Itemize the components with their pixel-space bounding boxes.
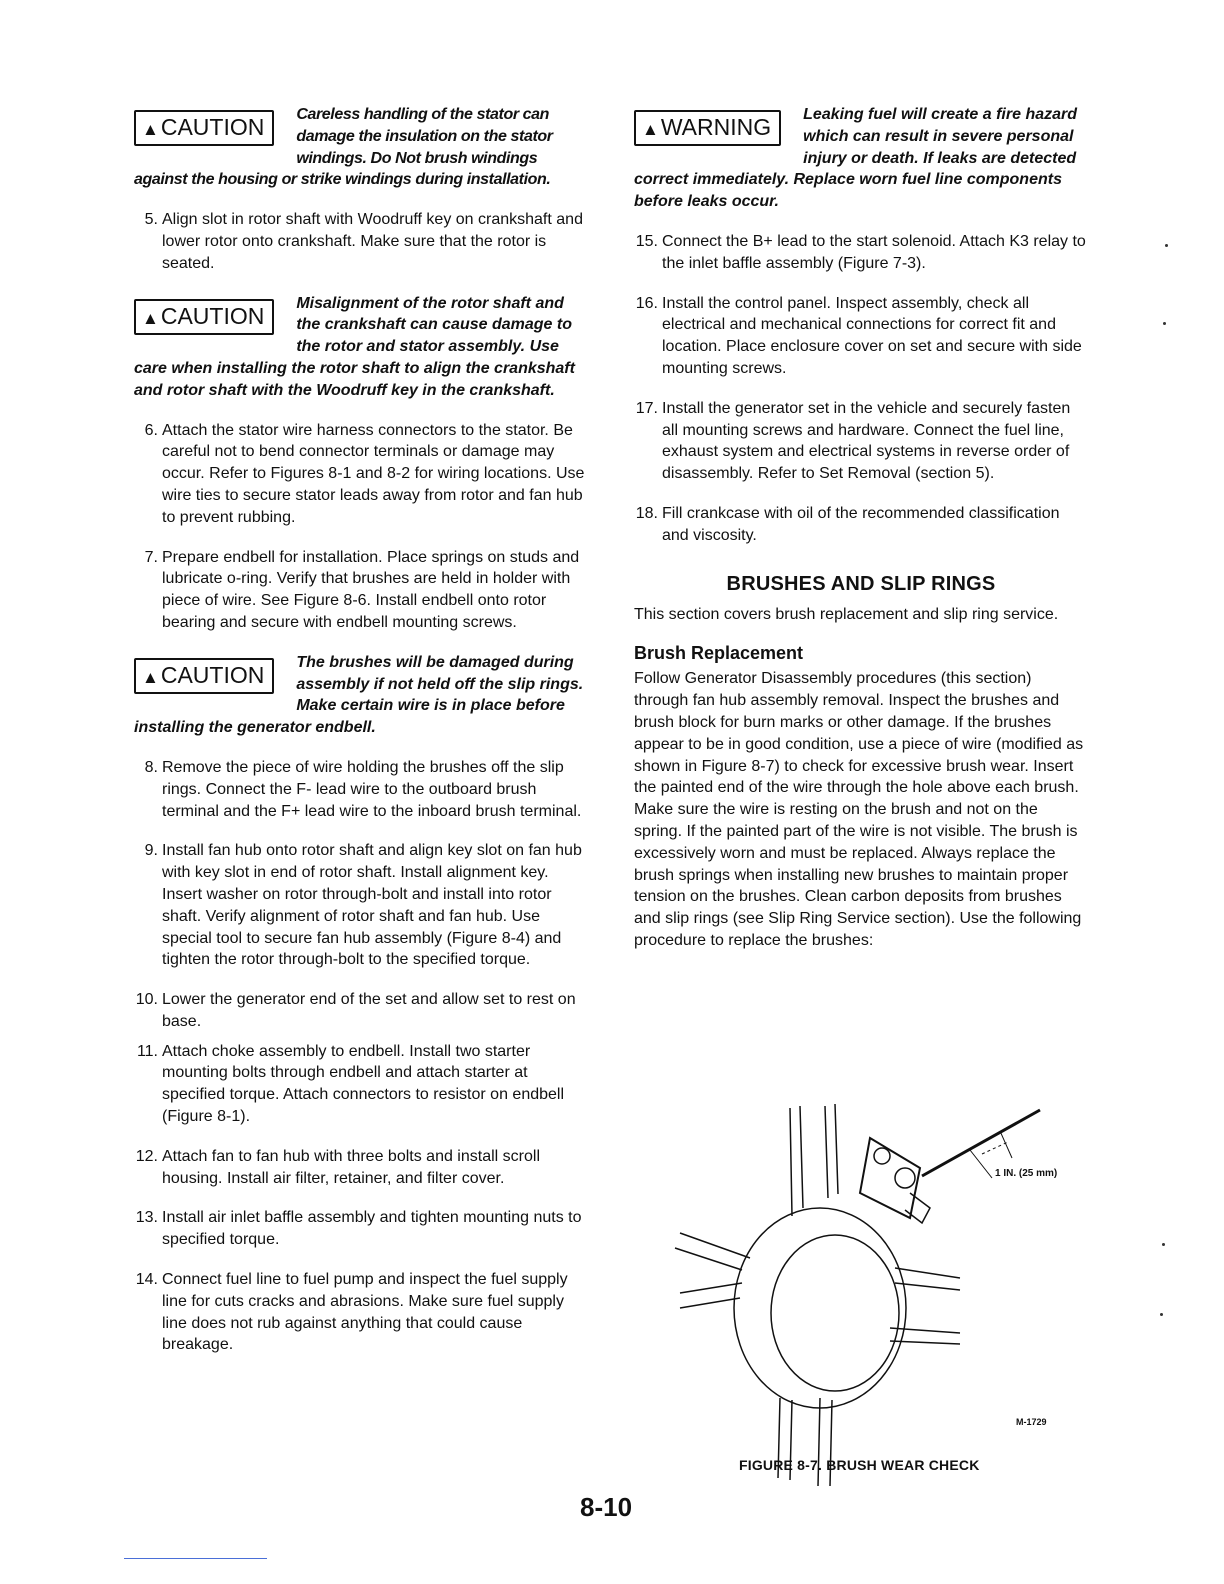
step-number: 6. (144, 421, 158, 439)
step-item (134, 209, 586, 274)
warning-triangle-icon: ▲ (142, 667, 159, 687)
caution-note (134, 652, 586, 739)
step-item (134, 1207, 586, 1251)
figure-code: M-1729 (1016, 1417, 1047, 1427)
rod-left-upper (675, 1233, 750, 1270)
step-number: 7. (144, 548, 158, 566)
step-text: Remove the piece of wire holding the brushes off the slip rings. Connect the F- lead wire to the outboard brush terminal and the F+ lead wire to the inboard brush terminal. (162, 758, 582, 820)
rod-upper-mid (825, 1104, 838, 1198)
margin-dot (1165, 244, 1168, 247)
step-text: Fill crankcase with oil of the recommended classification and viscosity. (662, 504, 1060, 544)
warning-badge: ▲WARNING (634, 110, 781, 146)
page-number: 8-10 (580, 1492, 633, 1522)
step-text: Lower the generator end of the set and allow set to rest on base. (162, 991, 576, 1030)
warning-triangle-icon: ▲ (142, 308, 159, 328)
footer-rule (124, 1558, 267, 1559)
step-text: Connect fuel line to fuel pump and inspect the fuel supply line for cuts cracks and abrasions. Make sure fuel supply line does not rub against anything that could cause breakage. (162, 1271, 568, 1354)
step-number: 9. (144, 842, 158, 860)
caution-note (134, 293, 586, 402)
step-text: Attach fan to fan hub with three bolts and install scroll housing. Install air filter, retainer, and filter cover. (162, 1147, 540, 1187)
step-number: 8. (144, 758, 158, 776)
figure-caption: FIGURE 8-7. BRUSH WEAR CHECK (739, 1457, 980, 1473)
step-text: Install the generator set in the vehicle and securely fasten all mounting screws and hardware. Connect the fuel line, exhaust system and electrical systems in reverse order of disassembly. Refer to Set Removal (section 5). (662, 399, 1071, 483)
brush-wear-figure (660, 1098, 1090, 1488)
dimension-arrow (982, 1142, 1008, 1154)
step-text: Connect the B+ lead to the start solenoid. Attach K3 relay to the inlet baffle assembly (Figure 7-3). (662, 232, 1086, 272)
step-number: 15. (635, 232, 658, 250)
subheading: Brush Replacement (634, 643, 804, 664)
step-item (134, 547, 586, 634)
caution-badge: ▲CAUTION (134, 110, 274, 146)
brush-block (860, 1138, 920, 1218)
caution-badge: ▲CAUTION (134, 299, 274, 335)
step-number: 10. (135, 991, 158, 1009)
step-text: Install air inlet baffle assembly and tighten mounting nuts to specified torque. (162, 1209, 582, 1249)
body-paragraph: Follow Generator Disassembly procedures (this section) through fan hub assembly removal. Inspect the brushes and brush block for burn marks or other damage. If the brushes appear to be in good condition, use a piece of wire (modified as shown in Figure 8-7) to check for excessive brush wear. Insert the painted end of the wire through the hole above each brush. Make sure the wire is resting on the brush and not on the spring. If the painted part of the wire is not visible. The brush is excessively worn and must be replaced. Always replace the brush springs when installing new brushes to maintain proper tension on the brushes. Clean carbon deposits from brushes and slip rings (see Slip Ring Service section). Use the following procedure to replace the brushes: (634, 670, 1084, 949)
slip-ring-outer (734, 1208, 906, 1408)
rod-left-lower (680, 1283, 742, 1308)
step-item (134, 989, 586, 1033)
brush-hole (895, 1168, 915, 1188)
rod-upper-left (790, 1106, 803, 1216)
step-number: 14. (135, 1271, 158, 1289)
margin-dot (1160, 1313, 1163, 1316)
step-number: 5. (144, 211, 158, 229)
step-item (134, 1269, 586, 1356)
brush-hole (874, 1148, 890, 1164)
step-text: Attach choke assembly to endbell. Install two starter mounting bolts through endbell and attach starter at specified torque. Attach connectors to resistor on endbell (Figure 8-1). (162, 1042, 565, 1126)
step-item (634, 398, 1088, 485)
step-item (134, 1146, 586, 1190)
margin-dot (1162, 1243, 1165, 1246)
warning-triangle-icon: ▲ (142, 120, 159, 139)
warning-triangle-icon: ▲ (642, 120, 659, 139)
caution-text: The brushes will be damaged during assembly if not held off the slip rings. Make certain wire is in place before installing the generator endbell. (134, 653, 584, 737)
brush-terminal (905, 1193, 930, 1223)
step-number: 12. (135, 1147, 158, 1165)
warning-text: Leaking fuel will create a fire hazard which can result in severe personal injury or death. If leaks are detected correct immediately. Replace worn fuel line components before leaks occur. (634, 106, 1078, 211)
step-text: Align slot in rotor shaft with Woodruff key on crankshaft and lower rotor onto crankshaft. Make sure that the rotor is seated. (162, 211, 583, 272)
section-heading: BRUSHES AND SLIP RINGS (726, 572, 996, 595)
wear-check-wire (922, 1110, 1040, 1176)
step-item (134, 420, 586, 529)
step-number: 18. (635, 504, 658, 522)
step-item (134, 1041, 586, 1128)
right-column (634, 104, 1088, 960)
step-number: 13. (135, 1209, 158, 1227)
caution-text: Misalignment of the rotor shaft and the crankshaft can cause damage to the rotor and stator assembly. Use care when installing the rotor shaft to align the crankshaft and rotor shaft with the Woodruff key in the crankshaft. (134, 294, 575, 399)
caution-text: Careless handling of the stator can damage the insulation on the stator windings. Do Not brush windings against the housing or strike windings during installation. (134, 106, 553, 189)
step-text: Install the control panel. Inspect assembly, check all electrical and mechanical connections for correct fit and location. Place enclosure cover on set and secure with side mounting screws. (662, 294, 1082, 377)
margin-dot (1163, 322, 1166, 325)
step-item (134, 757, 586, 822)
step-number: 11. (136, 1042, 158, 1060)
rod-right-lower (890, 1328, 960, 1344)
step-item (634, 231, 1088, 275)
caution-badge: ▲CAUTION (134, 658, 274, 694)
step-item (634, 293, 1088, 380)
step-number: 17. (635, 399, 658, 417)
left-column (134, 104, 586, 1374)
step-text: Prepare endbell for installation. Place springs on studs and lubricate o-ring. Verify that brushes are held in holder with piece of wire. See Figure 8-6. Install endbell onto rotor bearing and secure with endbell mounting screws. (162, 548, 580, 631)
step-item (134, 840, 586, 971)
step-number: 16. (635, 294, 658, 312)
step-text: Attach the stator wire harness connectors to the stator. Be careful not to bend connector terminals or damage may occur. Refer to Figures 8-1 and 8-2 for wiring locations. Use wire ties to secure stator leads away from rotor and fan hub to prevent rubbing. (162, 421, 585, 526)
section-intro: This section covers brush replacement and slip ring service. (634, 605, 1059, 623)
caution-note (134, 104, 586, 191)
warning-note (634, 104, 1088, 213)
figure-dimension-label: 1 IN. (25 mm) (995, 1168, 1058, 1179)
step-text: Install fan hub onto rotor shaft and align key slot on fan hub with key slot in end of rotor shaft. Install alignment key. Insert washer on rotor through-bolt and install into rotor shaft. Verify alignment of rotor shaft and fan hub. Use special tool to secure fan hub assembly (Figure 8-4) and tighten the rotor through-bolt to the specified torque. (162, 842, 582, 969)
slip-ring-inner (771, 1235, 899, 1391)
step-item (634, 503, 1088, 547)
